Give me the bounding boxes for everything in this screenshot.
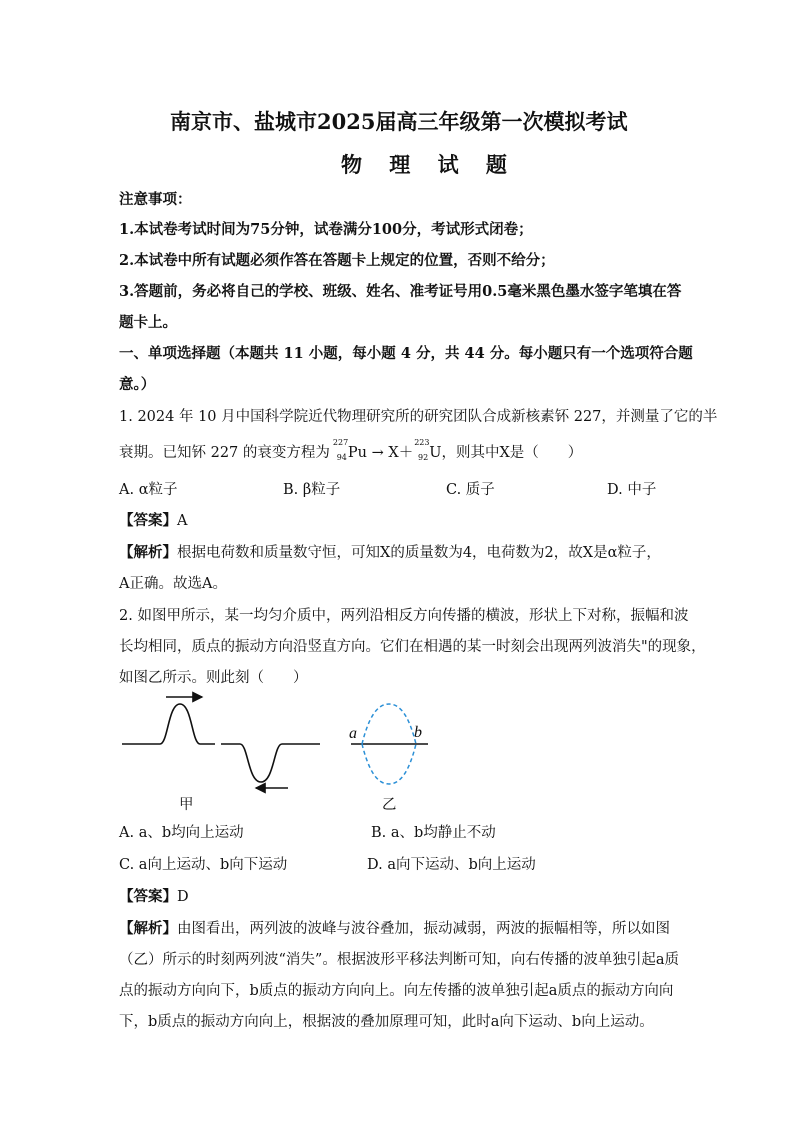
figure-yi-waves (344, 700, 434, 790)
exam-subtitle: 物 理 试 题 (341, 152, 517, 177)
pu-atomic-number: 94 (336, 453, 347, 462)
q1-analysis-text: 根据电荷数和质量数守恒，可知X的质量数为4，电荷数为2，故X是α粒子， (177, 545, 661, 561)
q1-option-a: A. α粒子 (119, 482, 178, 498)
q1-option-c: C. 质子 (446, 482, 495, 498)
answer-tag: 【答案】 (119, 888, 177, 905)
wave-rightward (122, 704, 215, 744)
q2-option-b: B. a、b均静止不动 (371, 825, 496, 841)
q1-stem-line-1: 1. 2024 年 10 月中国科学院近代物理研究所的研究团队合成新核素钚 227，并测量了它的半 (119, 409, 718, 425)
u-atomic-number: 92 (418, 453, 429, 462)
wave-leftward (221, 744, 320, 782)
exam-title: 南京市、盐城市2025届高三年级第一次模拟考试 (170, 109, 628, 134)
notice-item-2: 2.本试卷中所有试题必须作答在答题卡上规定的位置，否则不给分； (119, 252, 555, 269)
q1-answer (119, 509, 187, 530)
q1-stem-text: 衰期。已知钚 227 的衰变方程为 (119, 445, 330, 461)
answer-tag: 【答案】 (119, 512, 177, 529)
q2-option-d: D. a向下运动、b向上运动 (367, 857, 536, 873)
uranium-nuclide (414, 438, 442, 462)
analysis-tag: 【解析】 (119, 920, 177, 937)
q2-analysis-line-3: 点的振动方向向下，b质点的振动方向向上。向左传播的波单独引起a质点的振动方向向 (119, 983, 674, 999)
q2-analysis-line-1 (119, 917, 670, 938)
notice-item-1: 1.本试卷考试时间为75分钟，试卷满分100分，考试形式闭卷； (119, 221, 533, 238)
q2-analysis-line-2: （乙）所示的时刻两列波“消失”。根据波形平移法判断可知，向右传播的波单独引起a质 (119, 952, 679, 968)
q2-analysis-text: 由图看出，两列波的波峰与波谷叠加，振动减弱，两波的振幅相等，所以如图 (177, 921, 670, 937)
q1-analysis-line-1 (119, 541, 661, 562)
analysis-tag: 【解析】 (119, 544, 177, 561)
q2-analysis-line-4: 下，b质点的振动方向向上，根据波的叠加原理可知，此时a向下运动、b向上运动。 (119, 1014, 654, 1030)
pu-mass-number: 227 (332, 438, 349, 447)
q2-answer-value: D (177, 889, 189, 905)
figure-yi-label: 乙 (382, 797, 397, 813)
section-heading-line-2: 意。） (119, 376, 156, 393)
notice-heading: 注意事项： (119, 191, 192, 208)
notice-item-3-line-1: 3.答题前，务必将自己的学校、班级、姓名、准考证号用0.5毫米黑色墨水签字笔填在答 (119, 283, 682, 300)
q1-option-b: B. β粒子 (283, 482, 341, 498)
point-a-label: a (349, 725, 357, 742)
x-plus: X＋ (388, 445, 414, 461)
q1-option-d: D. 中子 (607, 482, 657, 498)
u-symbol: U (429, 445, 442, 461)
point-b-label: b (414, 724, 422, 741)
figure-jia-label: 甲 (179, 797, 194, 813)
q2-answer (119, 885, 189, 906)
q1-stem-line-2 (119, 438, 583, 462)
dashed-wave-upper (362, 704, 416, 744)
q2-stem-line-3: 如图乙所示。则此刻（ ） (119, 670, 308, 686)
reaction-arrow: → (371, 445, 384, 461)
pu-symbol: Pu (347, 445, 368, 461)
figure-jia-waves (118, 690, 328, 800)
q2-stem-line-1: 2. 如图甲所示，某一均匀介质中，两列沿相反方向传播的横波，形状上下对称，振幅和波 (119, 608, 689, 624)
dashed-wave-lower (362, 744, 416, 784)
q1-stem-end: ，则其中X是（ ） (441, 445, 583, 461)
q2-option-a: A. a、b均向上运动 (119, 825, 244, 841)
u-mass-number: 223 (414, 438, 430, 447)
q1-analysis-line-2: A正确。故选A。 (119, 576, 227, 592)
q2-stem-line-2: 长均相同，质点的振动方向沿竖直方向。它们在相遇的某一时刻会出现两列波消失"的现象， (119, 639, 706, 655)
section-heading-line-1: 一、单项选择题（本题共 11 小题，每小题 4 分，共 44 分。每小题只有一个选项符合题 (119, 345, 693, 362)
q1-answer-value: A (177, 513, 188, 529)
notice-item-3-line-2: 题卡上。 (119, 314, 177, 331)
plutonium-nuclide (332, 438, 368, 462)
q2-option-c: C. a向上运动、b向下运动 (119, 857, 288, 873)
